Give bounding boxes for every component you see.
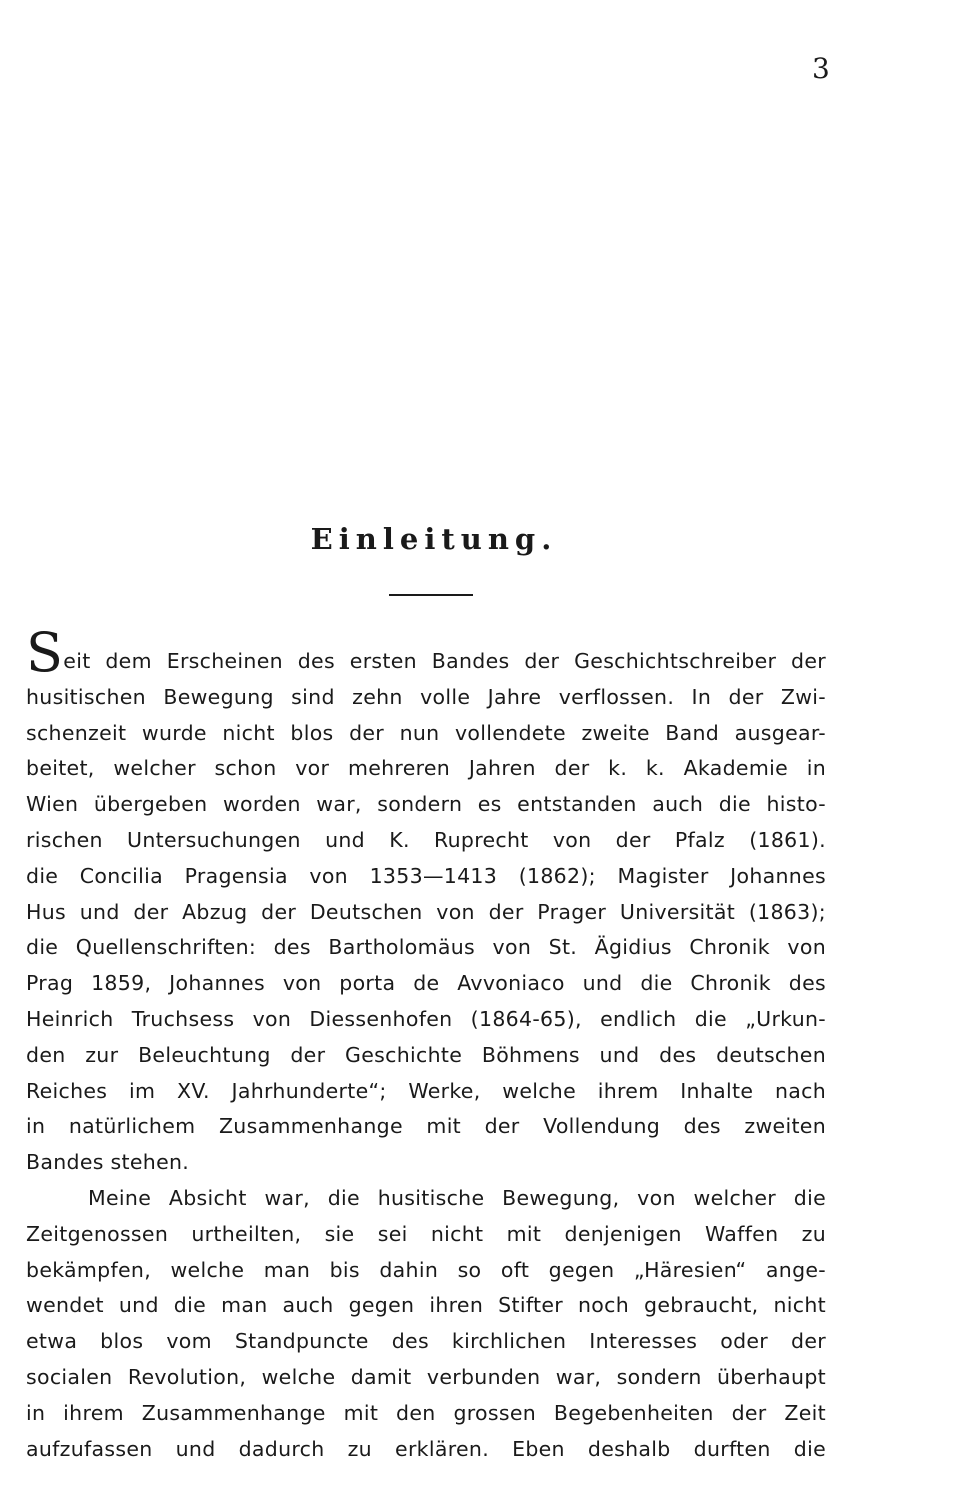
text-line: aufzufassen und dadurch zu erklären. Eben deshalb durften die [26, 1436, 826, 1461]
page-number: 3 [812, 52, 830, 85]
text-line: rischen Untersuchungen und K. Ruprecht von der Pfalz (1861). [26, 827, 826, 852]
chapter-heading: Einleitung. [310, 522, 558, 556]
text-line: Zeitgenossen urtheilten, sie sei nicht mit denjenigen Waffen zu [26, 1221, 826, 1246]
text-line: Meine Absicht war, die husitische Bewegung, von welcher die [88, 1185, 826, 1210]
heading-rule [389, 594, 473, 596]
drop-cap: S [26, 621, 64, 684]
text-line: bekämpfen, welche man bis dahin so oft gegen „Häresien“ ange- [26, 1257, 826, 1282]
text-line: schenzeit wurde nicht blos der nun vollendete zweite Band ausgear- [26, 720, 826, 745]
text-line: Wien übergeben worden war, sondern es entstanden auch die histo- [26, 792, 826, 817]
paragraph-1 [26, 621, 826, 1181]
text-line [26, 621, 826, 684]
text-line: die Quellenschriften: des Bartholomäus von St. Ägidius Chronik von [26, 935, 826, 960]
text-line: socialen Revolution, welche damit verbunden war, sondern überhaupt [26, 1364, 826, 1389]
first-line-text: eit dem Erscheinen des ersten Bandes der Geschichtschreiber der [63, 649, 826, 673]
text-line: beitet, welcher schon vor mehreren Jahren der k. k. Akademie in [26, 756, 826, 781]
text-line: Hus und der Abzug der Deutschen von der Prager Universität (1863); [26, 899, 826, 924]
text-line: wendet und die man auch gegen ihren Stifter noch gebraucht, nicht [26, 1293, 826, 1318]
body-text [26, 621, 826, 1467]
text-line: Prag 1859, Johannes von porta de Avvoniaco und die Chronik des [26, 971, 826, 996]
text-line: in ihrem Zusammenhange mit den grossen Begebenheiten der Zeit [26, 1400, 826, 1425]
text-line: husitischen Bewegung sind zehn volle Jahre verflossen. In der Zwi- [26, 684, 826, 709]
text-line: etwa blos vom Standpuncte des kirchlichen Interesses oder der [26, 1329, 826, 1354]
text-line: die Concilia Pragensia von 1353—1413 (1862); Magister Johannes [26, 863, 826, 888]
text-line: Heinrich Truchsess von Diessenhofen (1864-65), endlich die „Urkun- [26, 1006, 826, 1031]
text-line: Reiches im XV. Jahrhunderte“; Werke, welche ihrem Inhalte nach [26, 1078, 826, 1103]
text-line: in natürlichem Zusammenhange mit der Vollendung des zweiten [26, 1114, 826, 1139]
text-line: Bandes stehen. [26, 1150, 190, 1175]
paragraph-2 [26, 1181, 826, 1467]
text-line: den zur Beleuchtung der Geschichte Böhmens und des deutschen [26, 1042, 826, 1067]
